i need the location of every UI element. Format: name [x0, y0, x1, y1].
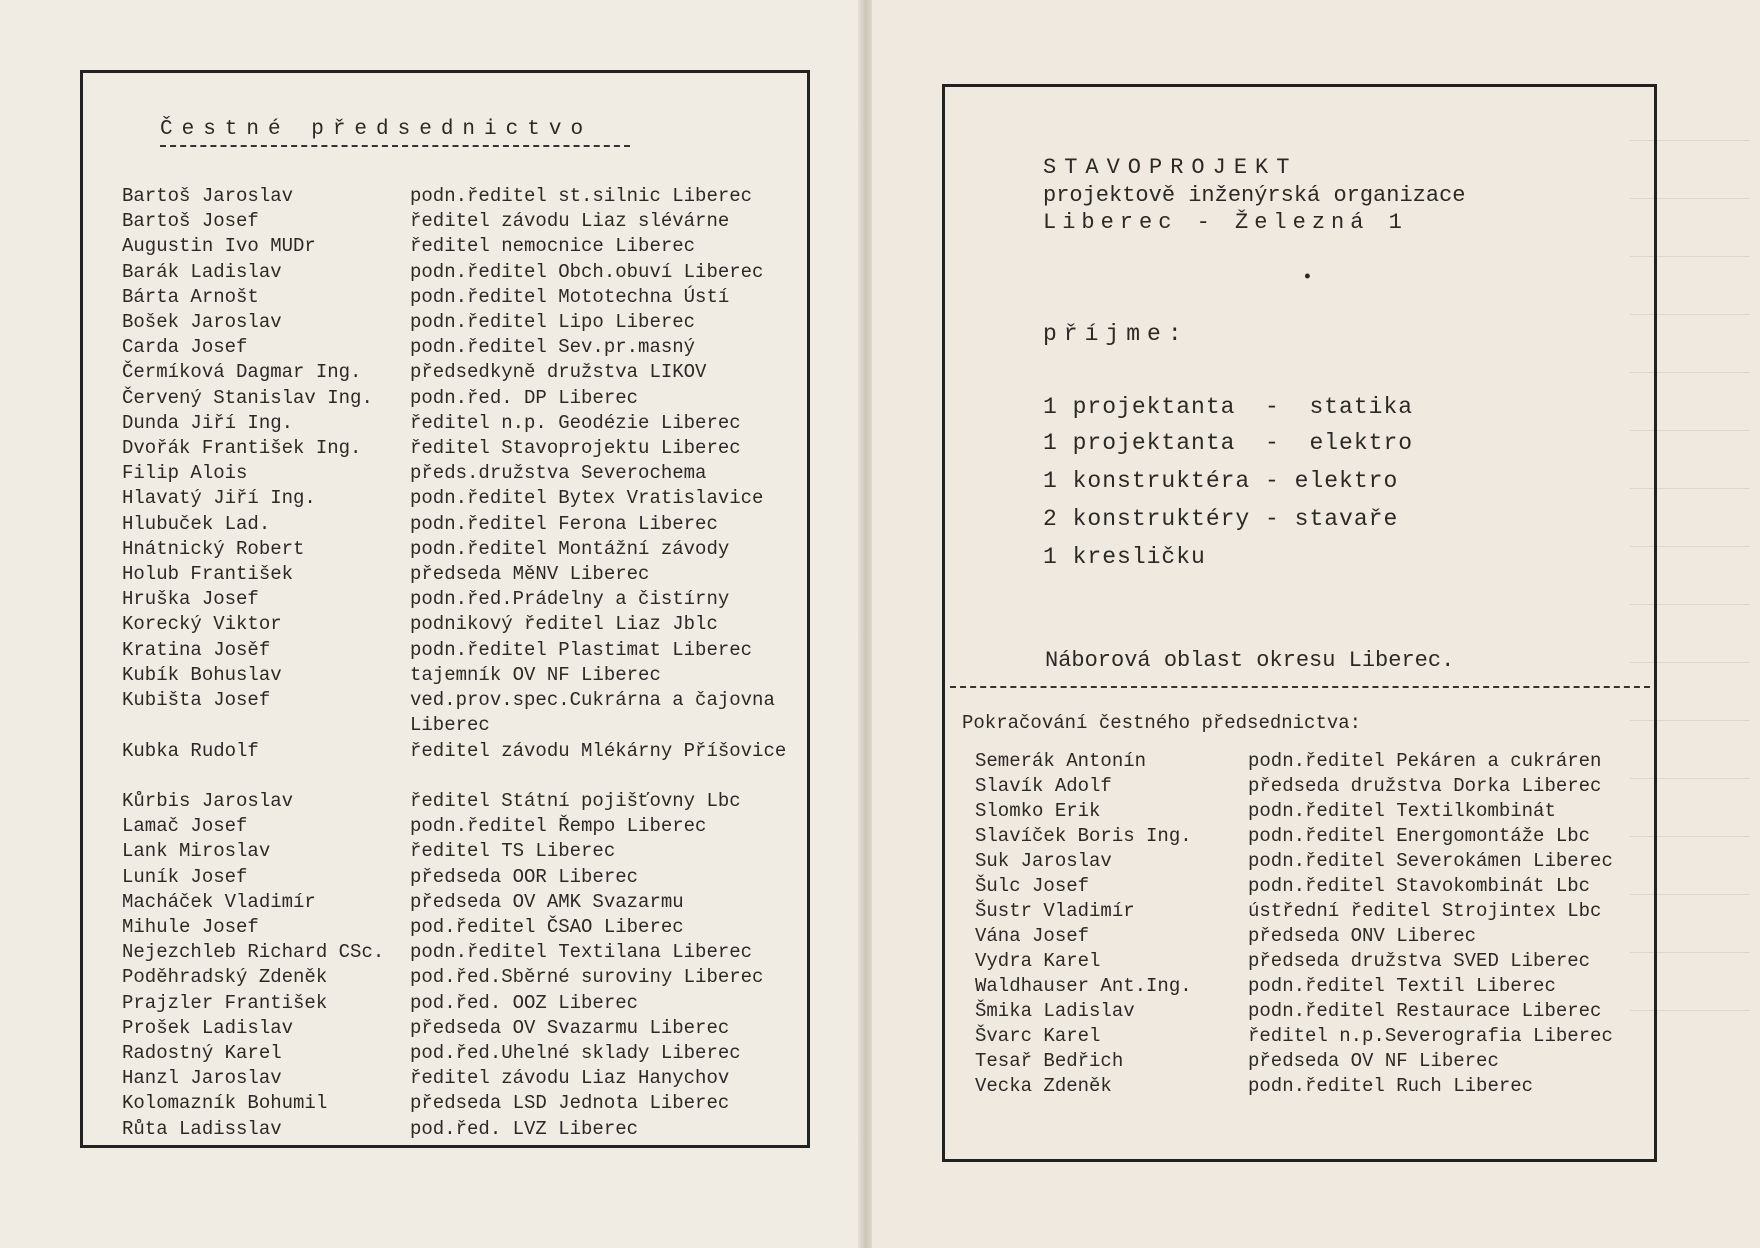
member-role: podn.ředitel Stavokombinát Lbc	[1248, 875, 1591, 897]
member-role: ředitel závodu Mlékárny Příšovice	[410, 739, 787, 762]
member-name: Kolomazník Bohumil	[122, 1092, 328, 1115]
member-role: předseda OV Svazarmu Liberec	[410, 1016, 730, 1039]
member-role: podn.ředitel Restaurace Liberec	[1248, 1000, 1602, 1022]
member-name: Luník Josef	[122, 865, 248, 888]
position-item: 1 konstruktéra - elektro	[1043, 468, 1399, 494]
member-role: předseda družstva SVED Liberec	[1248, 950, 1591, 972]
recruitment-area: Náborová oblast okresu Liberec.	[1045, 648, 1455, 673]
member-role: podn.ředitel Textilana Liberec	[410, 941, 753, 964]
member-role: podn.ředitel Montážní závody	[410, 537, 730, 560]
member-role: předseda OV AMK Svazarmu	[410, 890, 684, 913]
member-name: Carda Josef	[122, 336, 248, 359]
member-role: ředitel závodu Liaz slévárne	[410, 210, 730, 233]
member-role: podnikový ředitel Liaz Jblc	[410, 613, 718, 636]
member-role: podn.ředitel Textil Liberec	[1248, 975, 1556, 997]
member-role: podn.ředitel Textilkombinát	[1248, 800, 1556, 822]
member-name: Hnátnický Robert	[122, 537, 305, 560]
section-rule	[950, 686, 1650, 688]
member-name: Vecka Zdeněk	[975, 1075, 1112, 1097]
member-role: předseda OV NF Liberec	[1248, 1050, 1499, 1072]
member-name: Kůrbis Jaroslav	[122, 790, 294, 812]
honorary-presidium-heading: Čestné předsednictvo	[160, 118, 593, 141]
organization-type: projektově inženýrská organizace	[1043, 183, 1466, 208]
member-name: Mihule Josef	[122, 916, 259, 938]
member-role: ředitel n.p.Severografia Liberec	[1248, 1025, 1613, 1047]
position-item: 1 projektanta - statika	[1043, 394, 1414, 420]
position-item: 2 konstruktéry - stavaře	[1043, 506, 1399, 532]
member-name: Tesař Bedřich	[975, 1050, 1124, 1072]
member-name: Lank Miroslav	[122, 840, 271, 863]
member-name: Růta Ladisslav	[122, 1117, 282, 1140]
member-role: podn.ředitel Energomontáže Lbc	[1248, 825, 1591, 847]
member-name: Dunda Jiří Ing.	[122, 411, 294, 434]
member-role: předseda MěNV Liberec	[410, 563, 650, 585]
member-role: podn.ředitel Sev.pr.masný	[410, 336, 696, 359]
member-name: Slomko Erik	[975, 800, 1101, 822]
position-item: 1 projektanta - elektro	[1043, 430, 1414, 456]
member-name: Slavík Adolf	[975, 775, 1112, 797]
member-role: pod.řed. LVZ Liberec	[410, 1117, 639, 1140]
member-role: pod.řed. OOZ Liberec	[410, 991, 639, 1014]
heading-rule	[160, 145, 630, 147]
member-name: Šustr Vladimír	[975, 900, 1135, 922]
member-name: Macháček Vladimír	[122, 890, 316, 913]
member-role: podn.ředitel Ruch Liberec	[1248, 1075, 1534, 1097]
company-name: STAVOPROJEKT	[1043, 155, 1298, 180]
member-name: Bošek Jaroslav	[122, 311, 282, 333]
member-role: tajemník OV NF Liberec	[410, 663, 661, 686]
member-role: podn.řed.Prádelny a čistírny	[410, 588, 730, 611]
member-name: Červený Stanislav Ing.	[122, 386, 373, 409]
member-role: pod.řed.Sběrné suroviny Liberec	[410, 966, 764, 989]
member-role: podn.ředitel st.silnic Liberec	[410, 185, 753, 207]
member-role: podn.ředitel Mototechna Ústí	[410, 285, 730, 308]
member-name: Šmika Ladislav	[975, 1000, 1135, 1022]
member-role: podn.ředitel Pekáren a cukráren	[1248, 750, 1602, 772]
member-role: ředitel TS Liberec	[410, 840, 616, 863]
member-name: Augustin Ivo MUDr	[122, 235, 316, 258]
member-role: ředitel Státní pojišťovny Lbc	[410, 790, 741, 812]
continuation-heading: Pokračování čestného předsednictva:	[962, 712, 1362, 734]
member-name: Hruška Josef	[122, 588, 259, 611]
member-name: Prošek Ladislav	[122, 1016, 294, 1039]
member-name: Šulc Josef	[975, 875, 1090, 897]
member-name: Čermíková Dagmar Ing.	[122, 361, 362, 384]
member-role: podn.ředitel Řempo Liberec	[410, 815, 707, 838]
member-name: Slavíček Boris Ing.	[975, 825, 1192, 847]
page-gutter	[858, 0, 872, 1248]
member-role: podn.ředitel Ferona Liberec	[410, 512, 718, 535]
member-name: Hanzl Jaroslav	[122, 1067, 282, 1090]
member-name: Dvořák František Ing.	[122, 437, 362, 459]
member-name: Poděhradský Zdeněk	[122, 966, 328, 989]
member-name: Lamač Josef	[122, 815, 248, 838]
member-role: ředitel n.p. Geodézie Liberec	[410, 411, 741, 434]
member-name: Radostný Karel	[122, 1042, 282, 1064]
member-role: předseda ONV Liberec	[1248, 925, 1477, 947]
member-name: Waldhauser Ant.Ing.	[975, 975, 1192, 997]
member-name: Semerák Antonín	[975, 750, 1147, 772]
member-role: podn.řed. DP Liberec	[410, 386, 639, 409]
member-name: Kubišta Josef	[122, 689, 271, 711]
member-role: předs.družstva Severochema	[410, 462, 707, 485]
member-role: předseda družstva Dorka Liberec	[1248, 775, 1602, 797]
member-role: podn.ředitel Lipo Liberec	[410, 311, 696, 333]
member-name: Suk Jaroslav	[975, 850, 1112, 872]
member-name: Hlavatý Jiří Ing.	[122, 487, 316, 510]
member-name: Hlubuček Lad.	[122, 512, 271, 535]
member-name: Holub František	[122, 563, 294, 585]
position-item: 1 kresličku	[1043, 544, 1206, 570]
member-role: ředitel nemocnice Liberec	[410, 235, 696, 258]
member-name: Barák Ladislav	[122, 260, 282, 283]
member-role: podn.ředitel Plastimat Liberec	[410, 638, 753, 661]
member-role: předseda LSD Jednota Liberec	[410, 1092, 730, 1115]
member-name: Filip Alois	[122, 462, 248, 485]
member-role: ředitel Stavoprojektu Liberec	[410, 437, 741, 459]
hires-label: příjme:	[1043, 321, 1189, 347]
member-name: Korecký Viktor	[122, 613, 282, 636]
member-name: Bartoš Josef	[122, 210, 259, 233]
member-role: podn.ředitel Bytex Vratislavice	[410, 487, 764, 510]
member-name: Kratina Josěf	[122, 638, 271, 661]
member-role: podn.ředitel Severokámen Liberec	[1248, 850, 1613, 872]
member-name: Vána Josef	[975, 925, 1090, 947]
member-name: Prajzler František	[122, 991, 328, 1014]
member-role: předseda OOR Liberec	[410, 865, 639, 888]
member-role: podn.ředitel Obch.obuví Liberec	[410, 260, 764, 283]
member-role: pod.ředitel ČSAO Liberec	[410, 916, 684, 938]
member-name: Bárta Arnošt	[122, 285, 259, 308]
member-name: Kubka Rudolf	[122, 739, 259, 762]
member-name: Bartoš Jaroslav	[122, 185, 294, 207]
member-role: ústřední ředitel Strojintex Lbc	[1248, 900, 1602, 922]
member-role: ved.prov.spec.Cukrárna a čajovna Liberec	[410, 689, 775, 736]
member-role: předsedkyně družstva LIKOV	[410, 361, 707, 384]
member-role: pod.řed.Uhelné sklady Liberec	[410, 1042, 741, 1064]
dot-mark: •	[1302, 268, 1313, 288]
member-name: Švarc Karel	[975, 1025, 1101, 1047]
company-address: Liberec - Železná 1	[1043, 210, 1408, 235]
member-name: Vydra Karel	[975, 950, 1101, 972]
member-role: ředitel závodu Liaz Hanychov	[410, 1067, 730, 1090]
member-name: Kubík Bohuslav	[122, 663, 282, 686]
member-name: Nejezchleb Richard CSc.	[122, 941, 385, 964]
